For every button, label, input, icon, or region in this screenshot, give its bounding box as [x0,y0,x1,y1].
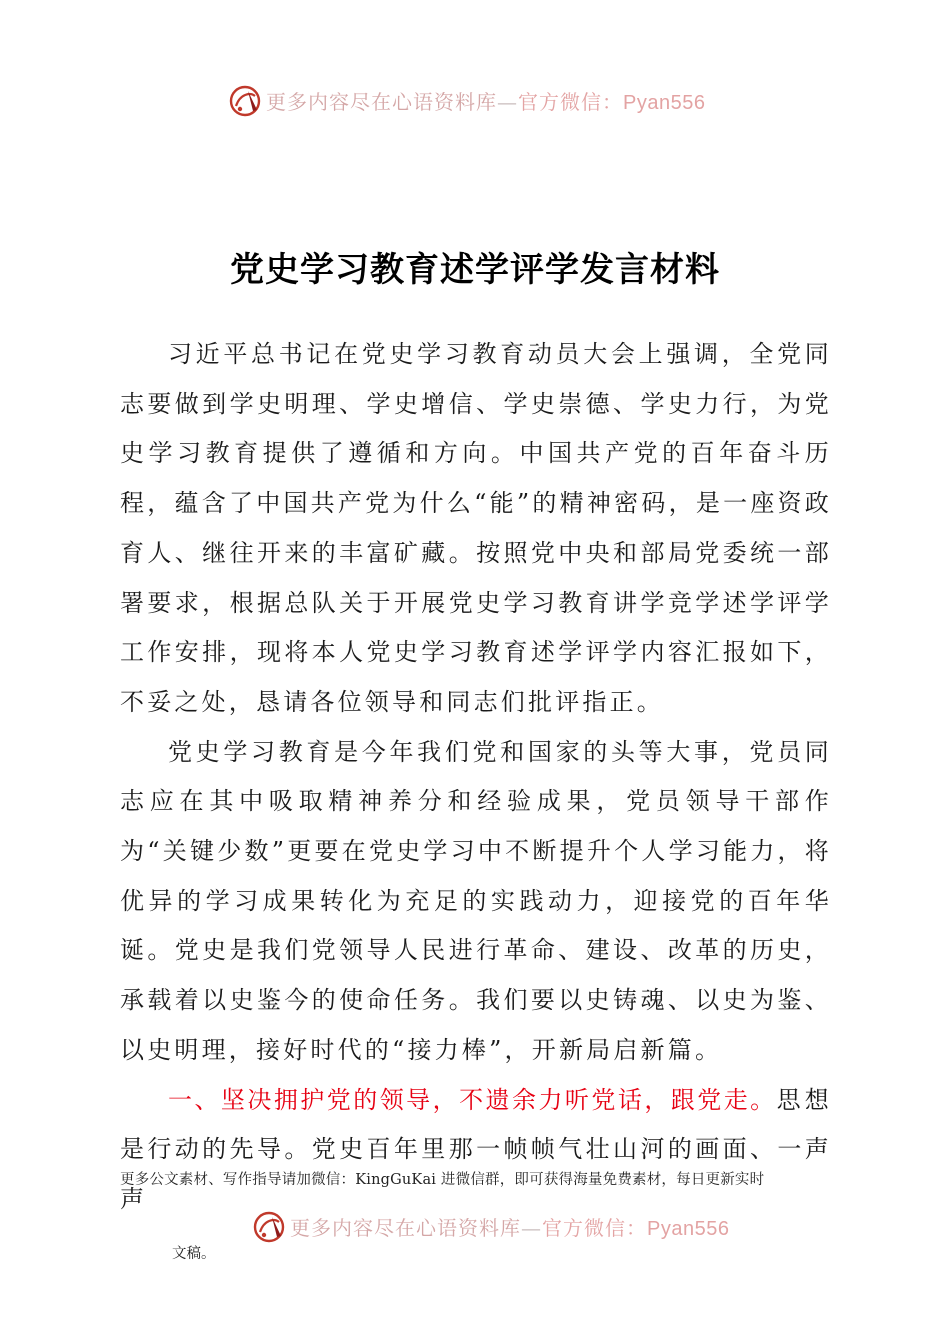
footer-note-continued: 文稿。 [172,1246,216,1262]
watermark-site: 更多内容尽在心语资料库 [290,1216,521,1240]
pen-swirl-logo-icon [252,1210,286,1244]
watermark-text [266,88,705,116]
watermark-dash: — [521,1216,542,1240]
watermark-text [290,1214,729,1242]
watermark-wechat-label: 官方微信： [542,1216,647,1240]
paragraph-2: 党史学习教育是今年我们党和国家的头等大事，党员同志应在其中吸取精神养分和经验成果，党员领导干部作为“关键少数”更要在党史学习中不断提升个人学习能力，将优异的学习成果转化为充足的实践动力，迎接党的百年华诞。党史是我们党领导人民进行革命、建设、改革的历史，承载着以史鉴今的使命任务。我们要以史铸魂、以史为鉴、以史明理，接好时代的“接力棒”，开新局启新篇。 [120,737,832,1064]
watermark-wechat-label: 官方微信： [518,90,623,114]
section-heading-1: 一、坚决拥护党的领导，不遗余力听党话，跟党走。 [168,1085,777,1114]
footer-note: 更多公文素材、写作指导请加微信：KingGuKai 进微信群，即可获得海量免费素材，每日更新实时 [120,1172,765,1188]
watermark-account: Pyan556 [623,92,706,114]
paragraph-1: 习近平总书记在党史学习教育动员大会上强调，全党同志要做到学史明理、学史增信、学史崇德、学史力行，为党史学习教育提供了遵循和方向。中国共产党的百年奋斗历程，蕴含了中国共产党为什么“能”的精神密码，是一座资政育人、继往开来的丰富矿藏。按照党中央和部局党委统一部署要求，根据总队关于开展党史学习教育讲学竞学述学评学工作安排，现将本人党史学习教育述学评学内容汇报如下，不妥之处，恳请各位领导和同志们批评指正。 [120,340,832,716]
watermark-banner-top [0,82,950,122]
watermark-dash: — [497,90,518,114]
section-1-text: 思想是行动的先导。党史百年里那一帧帧气壮山河的画面、一声声 [120,1085,833,1213]
document-body [120,330,832,1225]
watermark-banner-bottom [0,1208,950,1248]
document-title: 党史学习教育述学评学发言材料 [230,250,720,290]
watermark-account: Pyan556 [647,1218,730,1240]
watermark-site: 更多内容尽在心语资料库 [266,90,497,114]
pen-swirl-logo-icon [228,84,262,118]
paragraph-3 [120,1076,832,1225]
